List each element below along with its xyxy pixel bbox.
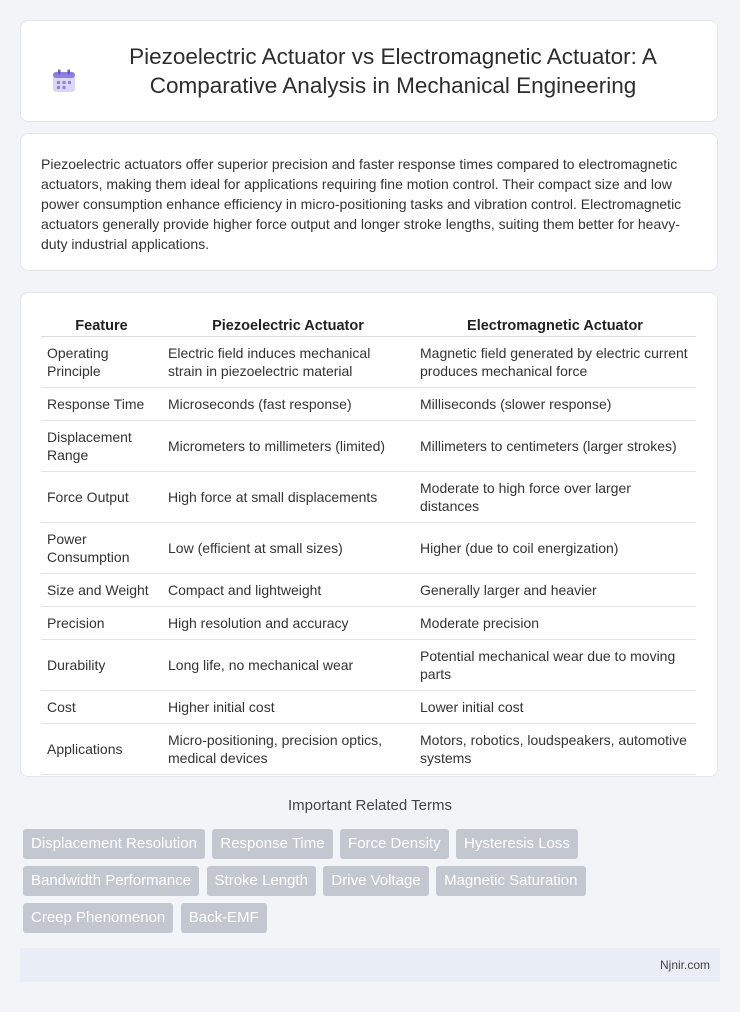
feature-cell: Displacement Range <box>41 421 162 472</box>
piezo-cell: Micrometers to millimeters (limited) <box>162 421 414 472</box>
piezo-cell: High resolution and accuracy <box>162 607 414 640</box>
related-term-tag[interactable]: Response Time <box>212 829 332 859</box>
comparison-table <box>41 315 696 775</box>
related-term-tag[interactable]: Force Density <box>340 829 449 859</box>
table-row <box>41 472 696 523</box>
piezo-cell: Electric field induces mechanical strain in piezoelectric material <box>162 337 414 388</box>
em-cell: Higher (due to coil energization) <box>414 523 696 574</box>
em-cell: Magnetic field generated by electric current produces mechanical force <box>414 337 696 388</box>
table-row <box>41 388 696 421</box>
piezo-cell: Long life, no mechanical wear <box>162 640 414 691</box>
intro-card <box>20 133 718 271</box>
table-row <box>41 640 696 691</box>
related-term-tag[interactable]: Drive Voltage <box>323 866 428 896</box>
feature-cell: Power Consumption <box>41 523 162 574</box>
related-term-tag[interactable]: Bandwidth Performance <box>23 866 199 896</box>
feature-cell: Size and Weight <box>41 574 162 607</box>
comparison-table-card <box>20 292 718 777</box>
title-card <box>20 20 718 122</box>
feature-cell: Operating Principle <box>41 337 162 388</box>
em-cell: Generally larger and heavier <box>414 574 696 607</box>
footer <box>20 948 720 982</box>
related-term-tag[interactable]: Hysteresis Loss <box>456 829 578 859</box>
em-cell: Motors, robotics, loudspeakers, automotive systems <box>414 724 696 775</box>
table-row <box>41 691 696 724</box>
table-row <box>41 337 696 388</box>
intro-paragraph: Piezoelectric actuators offer superior precision and faster response times compared to electromagnetic actuators, making them ideal for applications requiring fine motion control. Their compact size and low power consumption enhance efficiency in micro-positioning tasks and vibration control. Electromagnetic actuators generally provide higher force output and longer stroke lengths, suiting them better for heavy-duty industrial applications. <box>41 156 682 252</box>
feature-cell: Response Time <box>41 388 162 421</box>
table-row <box>41 724 696 775</box>
feature-cell: Precision <box>41 607 162 640</box>
related-term-tag[interactable]: Creep Phenomenon <box>23 903 173 933</box>
related-terms-title: Important Related Terms <box>288 797 452 814</box>
column-header-electromagnetic: Electromagnetic Actuator <box>414 315 696 337</box>
em-cell: Moderate precision <box>414 607 696 640</box>
table-row <box>41 607 696 640</box>
piezo-cell: Microseconds (fast response) <box>162 388 414 421</box>
table-row <box>41 523 696 574</box>
calendar-icon <box>51 68 77 94</box>
em-cell: Millimeters to centimeters (larger strokes) <box>414 421 696 472</box>
em-cell: Lower initial cost <box>414 691 696 724</box>
table-row <box>41 421 696 472</box>
column-header-feature: Feature <box>41 315 162 337</box>
feature-cell: Applications <box>41 724 162 775</box>
em-cell: Moderate to high force over larger distances <box>414 472 696 523</box>
piezo-cell: Low (efficient at small sizes) <box>162 523 414 574</box>
em-cell: Potential mechanical wear due to moving parts <box>414 640 696 691</box>
related-term-tag[interactable]: Magnetic Saturation <box>436 866 585 896</box>
em-cell: Milliseconds (slower response) <box>414 388 696 421</box>
piezo-cell: Higher initial cost <box>162 691 414 724</box>
table-header-row <box>41 315 696 337</box>
piezo-cell: Micro-positioning, precision optics, medical devices <box>162 724 414 775</box>
piezo-cell: Compact and lightweight <box>162 574 414 607</box>
footer-site-link[interactable]: Njnir.com <box>659 958 710 972</box>
related-term-tag[interactable]: Stroke Length <box>207 866 316 896</box>
column-header-piezoelectric: Piezoelectric Actuator <box>162 315 414 337</box>
page-title: Piezoelectric Actuator vs Electromagnetic Actuator: A Comparative Analysis in Mechanical Engineering <box>129 44 657 98</box>
feature-cell: Durability <box>41 640 162 691</box>
piezo-cell: High force at small displacements <box>162 472 414 523</box>
related-terms-list <box>23 829 723 940</box>
table-row <box>41 574 696 607</box>
feature-cell: Force Output <box>41 472 162 523</box>
feature-cell: Cost <box>41 691 162 724</box>
related-term-tag[interactable]: Displacement Resolution <box>23 829 205 859</box>
related-term-tag[interactable]: Back-EMF <box>181 903 267 933</box>
